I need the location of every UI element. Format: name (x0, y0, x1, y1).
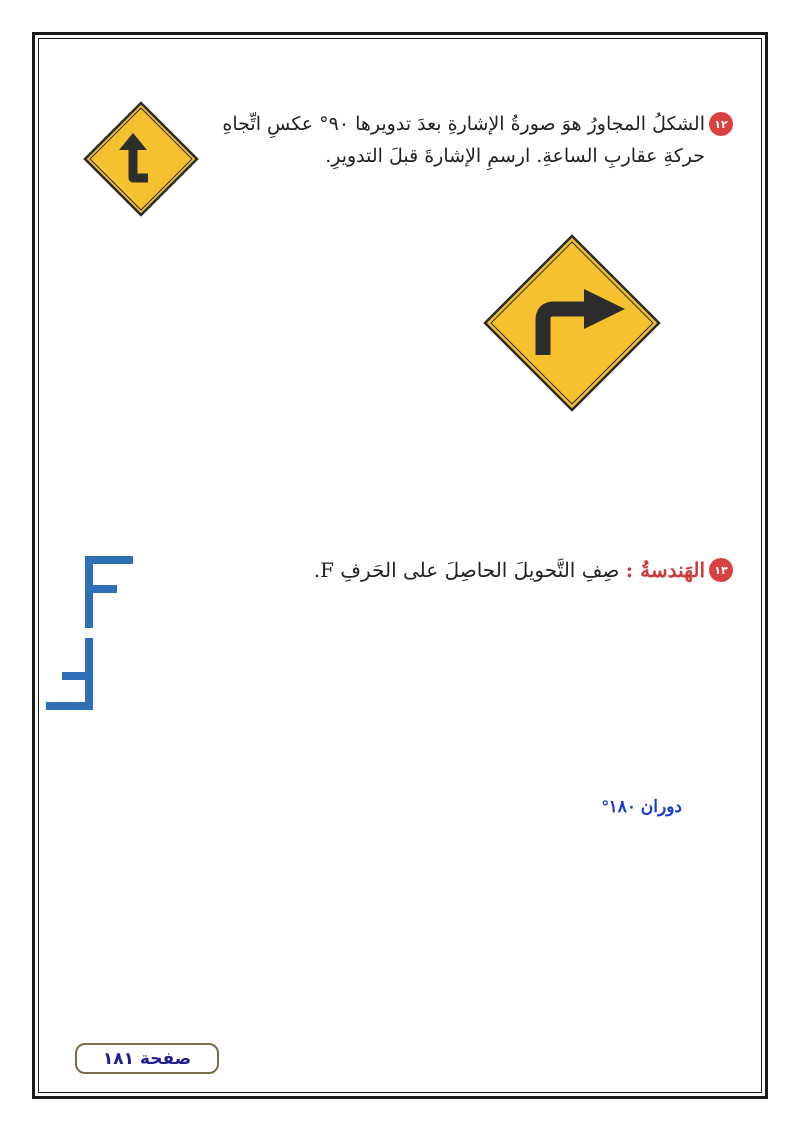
page-number-label: صفحة ١٨١ (102, 1048, 192, 1069)
page-number-badge (75, 1043, 219, 1074)
answer-traffic-sign-icon (482, 233, 662, 413)
question-12-text: الشكلُ المجاورُ هوَ صورةُ الإشارةِ بعدَ تدويرها ٩٠° عكسِ اتِّجاهِ حركةِ عقاربِ الساعةِ. ارسمِ الإشارةَ قبلَ التدويرِ. (222, 113, 705, 167)
question-13-number-badge (709, 558, 733, 582)
given-traffic-sign-icon (82, 100, 200, 218)
answer-text: دوران ١٨٠° (601, 797, 682, 816)
question-13-number: ١٣ (714, 563, 728, 577)
question-13-body: صِفِ التَّحويلَ الحاصِلَ على الحَرفِ F. (313, 558, 620, 582)
question-12-number-badge (709, 112, 733, 136)
question-12-number: ١٢ (714, 117, 728, 131)
letter-f-figure-icon (44, 552, 136, 718)
question-13-text (200, 555, 705, 585)
question-13-keyword: الهَندسةُ : (625, 558, 705, 582)
